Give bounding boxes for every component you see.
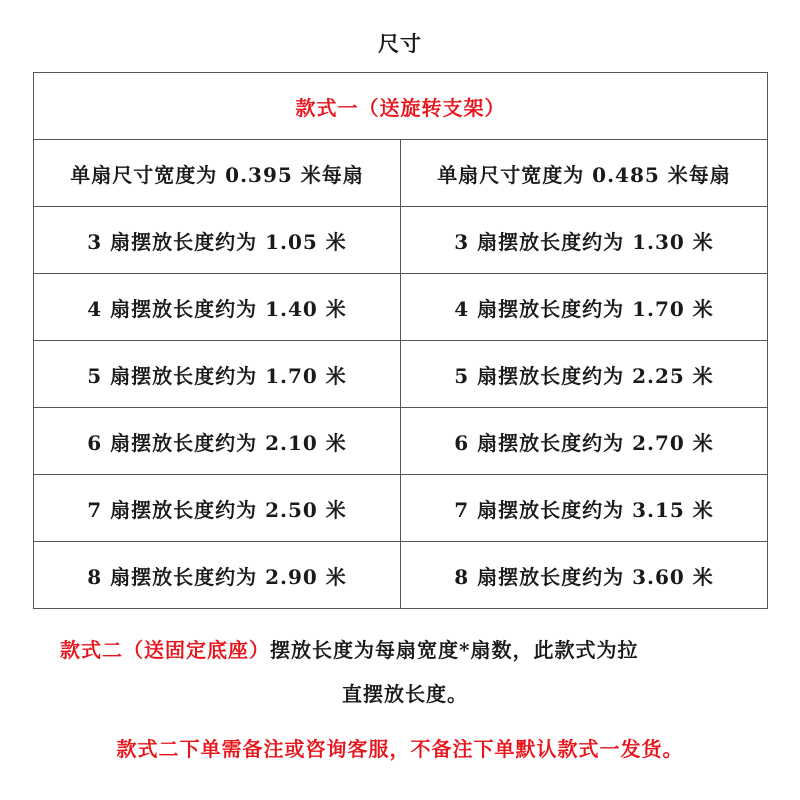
style-two-text-line2: 直摆放长度。 xyxy=(342,682,468,706)
table-row xyxy=(34,408,768,475)
style-two-note xyxy=(60,628,750,716)
table-cell: 7 扇摆放长度约为 3.15 米 xyxy=(401,475,768,542)
table-row xyxy=(34,341,768,408)
footer-note: 款式二下单需备注或咨询客服，不备注下单默认款式一发货。 xyxy=(116,737,684,761)
table-header-row xyxy=(34,73,768,140)
table-cell: 5 扇摆放长度约为 2.25 米 xyxy=(401,341,768,408)
table-row xyxy=(34,475,768,542)
style-one-header: 款式一（送旋转支架） xyxy=(34,73,768,140)
size-table xyxy=(33,72,768,609)
table-row xyxy=(34,207,768,274)
table-cell: 8 扇摆放长度约为 3.60 米 xyxy=(401,542,768,609)
page-title: 尺寸 xyxy=(378,31,422,56)
table-row xyxy=(34,542,768,609)
style-two-text-line1: 摆放长度为每扇宽度*扇数，此款式为拉 xyxy=(270,638,639,662)
table-cell: 5 扇摆放长度约为 1.70 米 xyxy=(34,341,401,408)
table-cell: 3 扇摆放长度约为 1.05 米 xyxy=(34,207,401,274)
table-row xyxy=(34,274,768,341)
column-header-narrow: 单扇尺寸宽度为 0.395 米每扇 xyxy=(34,140,401,207)
table-cell: 8 扇摆放长度约为 2.90 米 xyxy=(34,542,401,609)
table-cell: 4 扇摆放长度约为 1.40 米 xyxy=(34,274,401,341)
table-cell: 3 扇摆放长度约为 1.30 米 xyxy=(401,207,768,274)
table-cell: 4 扇摆放长度约为 1.70 米 xyxy=(401,274,768,341)
table-cell: 6 扇摆放长度约为 2.10 米 xyxy=(34,408,401,475)
table-cell: 6 扇摆放长度约为 2.70 米 xyxy=(401,408,768,475)
width-row xyxy=(34,140,768,207)
column-header-wide: 单扇尺寸宽度为 0.485 米每扇 xyxy=(401,140,768,207)
style-two-label: 款式二（送固定底座） xyxy=(60,638,270,662)
table-cell: 7 扇摆放长度约为 2.50 米 xyxy=(34,475,401,542)
